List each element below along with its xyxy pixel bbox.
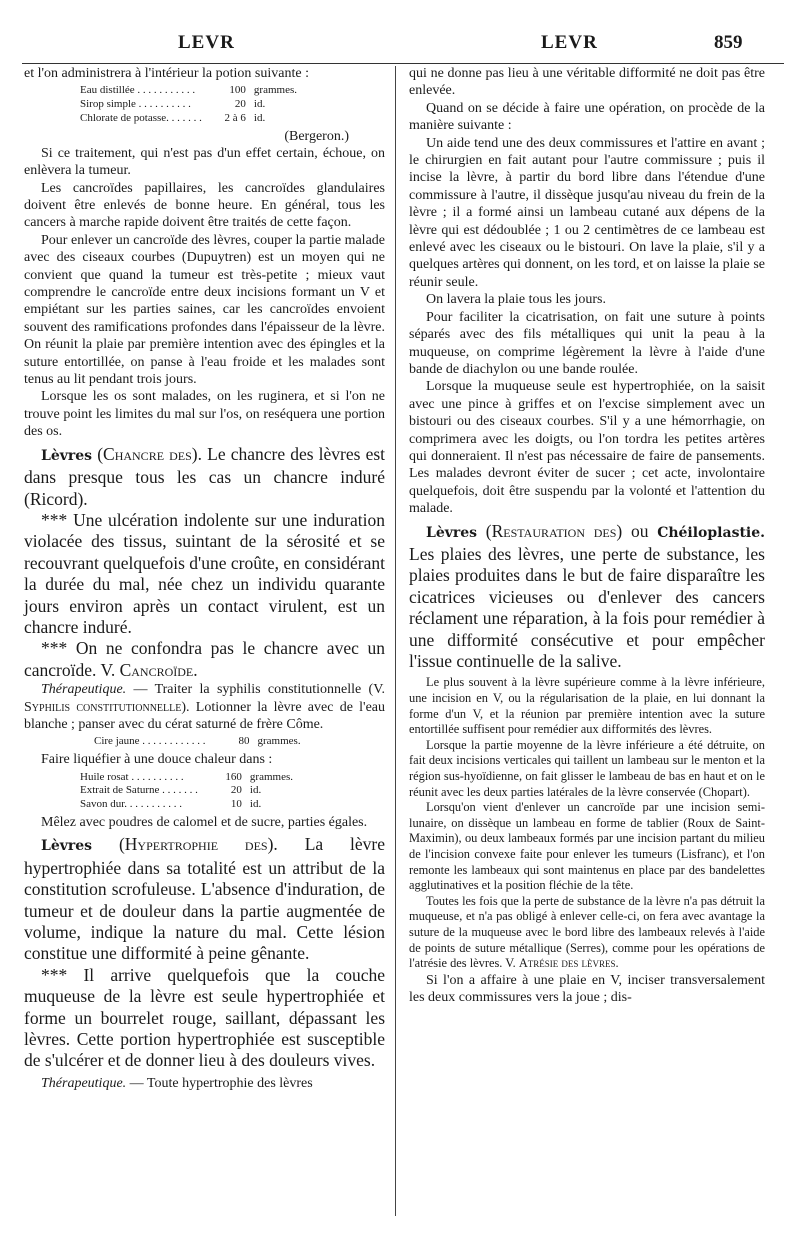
header-rule [22, 63, 784, 64]
paragraph: Les cancroïdes papillaires, les cancroïdes glandulaires doivent être enlevés de bonne heure. En général, tous les cancers à marche rapide doivent être traités de cette façon. [24, 180, 385, 231]
entry-title: Lèvres [41, 447, 93, 464]
left-column [24, 65, 385, 1092]
paragraph: Lorsqu'on vient d'enlever un cancroïde par une incision semi-lunaire, on dissèque un lambeau en forme de tablier (Roux de Saint-Maximin), ou deux lambeaux formés par une incision partant du milieu de l'incision convexe faite pour enlever les tumeurs (Lisfranc), et l'on remonte les lambeaux qui sont maintenus en place par des bandelettes agglutinatives et la position fléchie de la tête. [409, 800, 765, 893]
paragraph: et l'on administrera à l'intérieur la potion suivante : [24, 66, 309, 81]
paragraph: Lorsque les os sont malades, on les ruginera, et si l'on ne trouve point les limites du mal sur l'os, on reséquera une portion des os. [24, 389, 385, 440]
attribution: (Bergeron.) [284, 128, 349, 144]
recipe-row: Sirop simple . . . . . . . . . . 20 id. [80, 98, 266, 111]
entry-subtitle: (Chancre des). [97, 443, 203, 464]
entry-restauration: Lèvres (Restauration des) ou Chéiloplastie. Les plaies des lèvres, une perte de substance, les plaies produites dans le but de faire disparaître les cicatrices vicieuses ou d'enlever des cancers réclament une réparation, à la fois pour remédier à une difformité consécutive et pour empêcher l'issue continuelle de la salive. [409, 520, 766, 671]
paragraph: Le plus souvent à la lèvre supérieure comme à la lèvre inférieure, une incision en V, ou la régularisation de la plaie, en lui donnant la forme d'un V, et la réunion par première intention avec la suture entortillée suffisent pour remédier aux difformités des lèvres. [409, 675, 765, 737]
header-center-word: LEVR [541, 32, 598, 53]
recipe-row: Huile rosat . . . . . . . . . . 160 grammes. [80, 770, 293, 783]
recipe-row: Savon dur. . . . . . . . . . . 10 id. [80, 798, 262, 811]
paragraph: Lorsque la muqueuse seule est hypertrophiée, on la saisit avec une pince à griffes et on l'excise simplement avec un bistouri ou des ciseaux courbes. S'il y a une hémorrhagie, on comprimera avec les doigts, ou l'on tordra les petites artères qui donneraient. Il n'est pas nécessaire de faire de pansements. Les malades devront éviter de sucer ; cet acte, involontaire quelquefois, doit être suspendu par la volonté et l'attention du malade. [409, 379, 765, 517]
recipe-row: Chlorate de potasse. . . . . . . 2 à 6 id. [80, 112, 266, 124]
paragraph: Quand on se décide à faire une opération, on procède de la manière suivante : [409, 100, 765, 134]
entry-text: La lèvre hypertrophiée dans sa totalité est un attribut de la constitution scrofuleuse. L'absence d'induration, de tumeur et de douleur dans la partie augmentée de volume, indique la nature du mal. Cette lésion constitue une difformité à peine gênante. [24, 834, 386, 964]
entry-title-alt: Chéiloplastie. [657, 524, 766, 541]
recipe-row: Extrait de Saturne . . . . . . . 20 id. [80, 784, 262, 797]
entry-text: Les plaies des lèvres, une perte de substance, les plaies produites dans le but de faire disparaître les cicatrices vicieuses ou d'enlever des cancers réclament une réparation, à la fois pour remédier à une difformité consécutive et pour empêcher l'issue continuelle de la salive. [409, 543, 765, 671]
paragraph: Toutes les fois que la perte de substance de la lèvre n'a pas détruit la muqueuse, et n'a pas obligé à enlever celle-ci, on fera avec avantage la suture de la muqueuse avec le bord libre des lambeaux relevés à l'aide de points de suture métallique (Serres), comme pour les opérations de l'atrésie des lèvres. V. Atrésie des lèvres. [409, 893, 765, 971]
recipe-cerat [80, 771, 310, 812]
entry-subtitle: (Hypertrophie des). [118, 834, 278, 855]
header-left-word: LEVR [178, 32, 235, 53]
running-header [0, 32, 800, 62]
entry-hypertrophie [24, 834, 385, 964]
therapeutique-paragraph: Thérapeutique. — Traiter la syphilis constitutionnelle (V. Syphilis constitutionnelle). Lotionner la lèvre avec de l'eau blanche ; panser avec du cérat saturné de frère Côme. [24, 682, 385, 732]
recipe-potion [80, 84, 314, 125]
cross-reference: Syphilis constitutionnelle [24, 699, 182, 715]
entry-chancre [24, 444, 385, 510]
paragraph: Mêlez avec poudres de calomel et de sucre, parties égales. [41, 814, 368, 830]
paragraph: *** On ne confondra pas le chancre avec un cancroïde. V. Cancroïde. [24, 638, 385, 680]
entry-text: Le chancre des lèvres est dans presque tous les cas un chancre induré (Ricord). [24, 443, 386, 509]
page-number: 859 [714, 32, 743, 53]
cross-reference: Cancroïde. [119, 659, 198, 680]
entry-title: Lèvres [41, 838, 93, 855]
recipe-row: Eau distillée . . . . . . . . . . . 100 grammes. [80, 84, 297, 97]
paragraph: *** Une ulcération indolente sur une induration violacée des tissus, suintant de la sérosité et se recouvrant quelquefois d'une croûte, en considérant la durée du mal, née chez un individu quarante jours environ après un contact virulent, est un chancre induré. [24, 509, 385, 637]
paragraph: Si ce traitement, qui n'est pas d'un effet certain, échoue, on enlèvera la tumeur. [24, 145, 385, 179]
paragraph: Lorsque la partie moyenne de la lèvre inférieure a été détruite, on fait deux incisions verticales qui taillent un lambeau sur le menton et la région sus-hyoïdienne, on fait glisser le lambeau de bas en haut et on le réunit avec les deux parties latérales de la lèvre conservée (Chopart). [409, 737, 765, 799]
paragraph: Pour enlever un cancroïde des lèvres, couper la partie malade avec des ciseaux courbes (Dupuytren) est un moyen qui ne convient que quand la tumeur est très-petite ; mieux vaut comprendre le cancroïde entre deux incisions formant un V et empiétant sur les parties saines, car les cancroïdes envoient souvent des ramifications profondes dans l'épaisseur de la lèvre. On réunit la plaie par première intention avec des épingles et la suture entortillée, on panse à l'eau froide et les malades sont tenus au lit pendant trois jours. [24, 232, 385, 388]
paragraph: qui ne donne pas lieu à une véritable difformité ne doit pas être enlevée. [409, 66, 765, 99]
therapeutique-paragraph: Thérapeutique. — Toute hypertrophie des lèvres [41, 1075, 313, 1091]
entry-title: Lèvres [426, 524, 478, 541]
paragraph: Si l'on a affaire à une plaie en V, inciser transversalement les deux commissures vers la joue ; dis- [409, 972, 765, 1006]
paragraph: Faire liquéfier à une douce chaleur dans : [41, 752, 273, 768]
column-divider [395, 66, 396, 1216]
paragraph: Un aide tend une des deux commissures et l'attire en avant ; le chirurgien en fait autant pour l'autre commissure ; puis il incise la lèvre, à partir du bord libre dans l'étendue d'une commissure à l'autre, il dissèque jusqu'au niveau du frein de la lèvre ; il a formé ainsi un lambeau cutané aux dépens de la lèvre qui est dédoublée ; 1 ou 2 centimètres de ce lambeau est enlevé avec les ciseaux ou le bistouri. On lave la plaie, s'il y a quelques artères qui donnent, on les tord, et on laisse la plaie se réunir seule. [409, 135, 765, 290]
right-column [409, 65, 765, 1007]
paragraph: On lavera la plaie tous les jours. [426, 292, 607, 308]
paragraph: Pour faciliter la cicatrisation, on fait une suture à points séparés avec des fils métalliques qui unit la peau à la muqueuse, on comprime légèrement la lèvre à l'aide d'une bande de diachylon ou une bande roulée. [409, 309, 765, 377]
entry-subtitle: (Restauration des) [485, 520, 623, 541]
cross-reference: Atrésie des lèvres. [518, 956, 619, 971]
recipe-row: Cire jaune . . . . . . . . . . . . 80 grammes. [94, 735, 301, 748]
paragraph: *** Il arrive quelquefois que la couche muqueuse de la lèvre est seule hypertrophiée et forme un bourrelet rouge, saillant, dépassant les lèvres. Cette portion hypertrophiée est susceptible de s'ulcérer et de donner lieu à des douleurs vives. [24, 964, 385, 1071]
recipe-cire [94, 735, 318, 749]
